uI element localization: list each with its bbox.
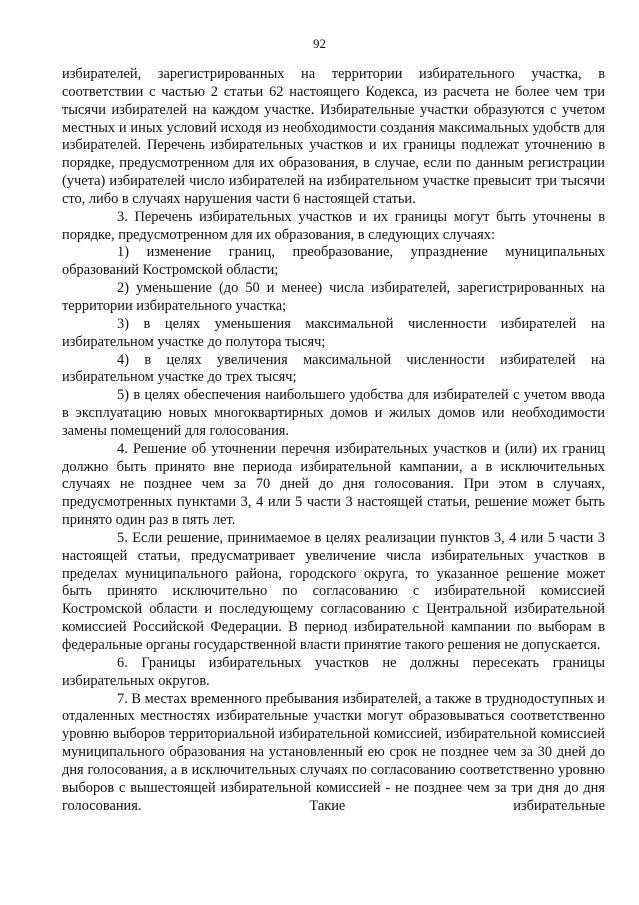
- list-item-2: 2) уменьшение (до 50 и менее) числа избирателей, зарегистрированных на территории избирательного участка;: [62, 280, 605, 314]
- list-item-5: 5) в целях обеспечения наибольшего удобства для избирателей с учетом ввода в эксплуатацию новых многоквартирных домов и жилых домов или необходимости замены помещений для голосования.: [62, 387, 605, 439]
- page-number: 92: [313, 36, 326, 51]
- list-item-3: 3) в целях уменьшения максимальной численности избирателей на избирательном участке до полутора тысяч;: [62, 315, 605, 350]
- paragraph-part-7: 7. В местах временного пребывания избирателей, а также в труднодоступных и отдаленных местностях избирательные участки могут образовываться соответственно уровню выборов территориальной избирательной комиссией, избирательной комиссией муниципального образования на установленный ею срок не позднее чем за 30 дней до дня голосования, а в исключительных случаях по согласованию соответственно уровню выборов с вышестоящей избирательной комиссией - не позднее чем за три дня до дня голосования. Такие избирательные: [62, 690, 605, 814]
- paragraph-part-4: 4. Решение об уточнении перечня избирательных участков и (или) их границ должно быть принято вне периода избирательной кампании, а в исключительных случаях не позднее чем за 70 дней до дня голосования. При этом в случаях, предусмотренных пунктами 3, 4 или 5 части 3 настоящей статьи, решение может быть принято один раз в пять лет.: [62, 440, 605, 529]
- paragraph-part-3: 3. Перечень избирательных участков и их границы могут быть уточнены в порядке, предусмотренном для их образования, в следующих случаях:: [62, 208, 605, 243]
- list-item-1: 1) изменение границ, преобразование, упразднение муниципальных образований Костромской области;: [62, 244, 605, 279]
- document-body: [62, 66, 605, 815]
- paragraph-part-5: 5. Если решение, принимаемое в целях реализации пунктов 3, 4 или 5 части 3 настоящей статьи, предусматривает увеличение числа избирательных участков в пределах муниципального района, городского округа, то указанное решение может быть принято исключительно по согласованию с избирательной комиссией Костромской области и последующему согласованию с Центральной избирательной комиссией Российской Федерации. В период избирательной кампании по выборам в федеральные органы государственной власти принятие такого решения не допускается.: [62, 529, 605, 653]
- paragraph-continuation: избирателей, зарегистрированных на территории избирательного участка, в соответствии с частью 2 статьи 62 настоящего Кодекса, из расчета не более чем три тысячи избирателей на каждом участке. Избирательные участки образуются с учетом местных и иных условий исходя из необходимости создания максимальных удобств для избирателей. Перечень избирательных участков и их границы подлежат уточнению в порядке, предусмотренном для их образования, в случае, если по данным регистрации (учета) избирателей число избирателей на избирательном участке превысит три тысячи сто, либо в случаях нарушения части 6 настоящей статьи.: [62, 66, 605, 207]
- paragraph-part-6: 6. Границы избирательных участков не должны пересекать границы избирательных округов.: [62, 654, 605, 689]
- list-item-4: 4) в целях увеличения максимальной численности избирателей на избирательном участке до трех тысяч;: [62, 351, 605, 386]
